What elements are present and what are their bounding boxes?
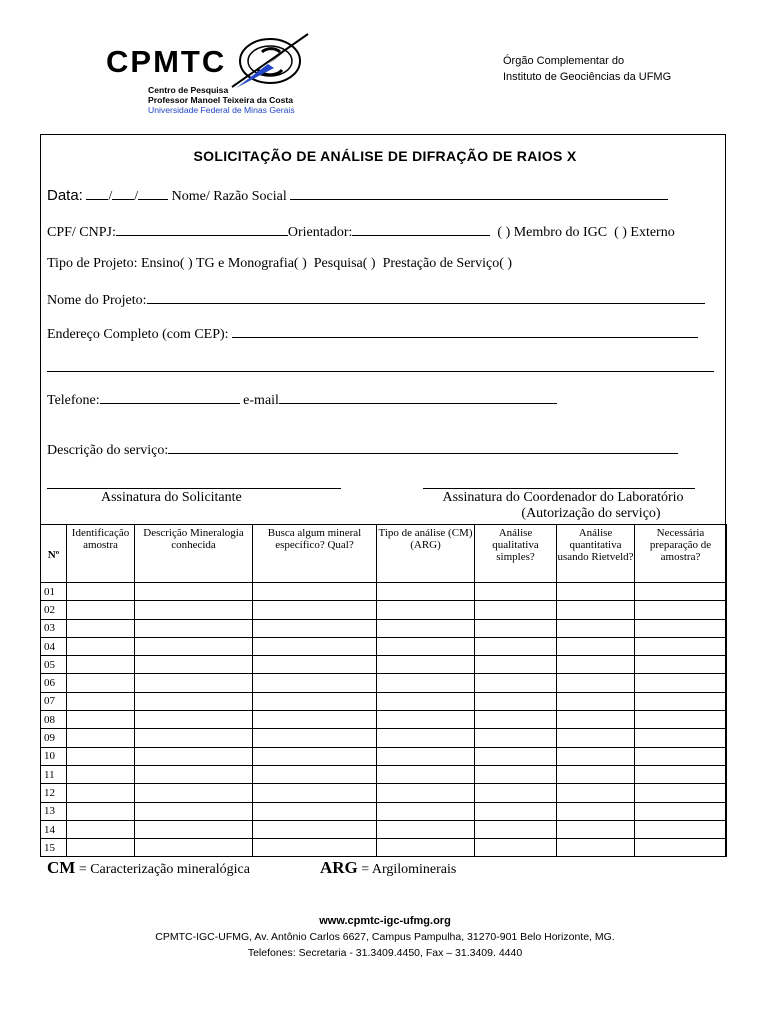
legend-cm-abbr: CM	[47, 858, 76, 877]
table-cell[interactable]	[635, 692, 727, 710]
table-cell[interactable]	[475, 711, 557, 729]
table-cell[interactable]	[557, 619, 635, 637]
table-row	[41, 729, 727, 747]
footer-phones: Telefones: Secretaria - 31.3409.4450, Fax – 31.3409. 4440	[247, 947, 523, 959]
row-number: 05	[41, 656, 67, 674]
compass-emblem-icon	[228, 30, 312, 92]
col-header-identificacao: Identificação amostra	[67, 525, 135, 583]
row-number: 02	[41, 601, 67, 619]
row-number: 15	[41, 839, 67, 857]
table-cell[interactable]	[475, 692, 557, 710]
legend-cm-text: = Caracterização mineralógica	[75, 862, 250, 877]
table-row	[41, 637, 727, 655]
table-cell[interactable]	[377, 637, 475, 655]
table-cell[interactable]	[557, 729, 635, 747]
table-cell[interactable]	[557, 674, 635, 692]
table-cell[interactable]	[377, 711, 475, 729]
row-number: 03	[41, 619, 67, 637]
footer-address: CPMTC-IGC-UFMG, Av. Antônio Carlos 6627, Campus Pampulha, 31270-901 Belo Horizonte, MG.	[155, 931, 615, 943]
table-cell[interactable]	[475, 729, 557, 747]
descricao-label: Descrição do serviço:	[47, 443, 169, 458]
table-cell[interactable]	[253, 601, 377, 619]
table-cell[interactable]	[475, 637, 557, 655]
date-day-field[interactable]	[86, 186, 108, 200]
footer	[0, 913, 770, 961]
row-number: 14	[41, 820, 67, 838]
table-cell[interactable]	[67, 784, 135, 802]
table-cell[interactable]	[475, 656, 557, 674]
table-cell[interactable]	[557, 656, 635, 674]
table-cell[interactable]	[377, 839, 475, 857]
legend-arg-text: = Argilominerais	[357, 862, 457, 877]
table-cell[interactable]	[67, 711, 135, 729]
table-cell[interactable]	[377, 765, 475, 783]
date-year-field[interactable]	[138, 186, 168, 200]
table-cell[interactable]	[67, 692, 135, 710]
telefone-label: Telefone:	[47, 393, 100, 408]
table-cell[interactable]	[475, 765, 557, 783]
table-header-row	[41, 525, 727, 583]
col-header-qualitativa: Análise qualitativa simples?	[475, 525, 557, 583]
table-cell[interactable]	[67, 747, 135, 765]
col-header-quantitativa: Análise quantitativa usando Rietveld?	[557, 525, 635, 583]
table-row	[41, 839, 727, 857]
table-cell[interactable]	[67, 583, 135, 601]
table-cell[interactable]	[67, 802, 135, 820]
table-cell[interactable]	[557, 583, 635, 601]
table-cell[interactable]	[67, 820, 135, 838]
table-cell[interactable]	[135, 802, 253, 820]
table-row	[41, 619, 727, 637]
table-cell[interactable]	[377, 784, 475, 802]
date-slash-2: /	[134, 189, 139, 204]
orientador-label: Orientador:	[287, 225, 353, 240]
table-cell[interactable]	[253, 729, 377, 747]
legend-arg-abbr: ARG	[319, 858, 358, 877]
table-cell[interactable]	[557, 820, 635, 838]
cpf-row	[47, 222, 675, 241]
table-cell[interactable]	[377, 802, 475, 820]
table-cell[interactable]	[253, 784, 377, 802]
table-cell[interactable]	[67, 729, 135, 747]
table-cell[interactable]	[135, 656, 253, 674]
table-cell[interactable]	[557, 601, 635, 619]
table-cell[interactable]	[135, 583, 253, 601]
row-number: 04	[41, 637, 67, 655]
row-number: 06	[41, 674, 67, 692]
org-line-2: Instituto de Geociências da UFMG	[503, 71, 672, 83]
table-cell[interactable]	[635, 583, 727, 601]
logo-wordmark: CPMTC	[106, 44, 227, 79]
table-cell[interactable]	[377, 674, 475, 692]
table-cell[interactable]	[253, 692, 377, 710]
table-cell[interactable]	[557, 637, 635, 655]
table-cell[interactable]	[135, 601, 253, 619]
org-line-1: Órgão Complementar do	[503, 55, 625, 67]
table-cell[interactable]	[253, 747, 377, 765]
col-header-busca: Busca algum mineral específico? Qual?	[253, 525, 377, 583]
table-cell[interactable]	[135, 619, 253, 637]
coordenador-signature-line[interactable]	[423, 488, 695, 489]
table-cell[interactable]	[635, 820, 727, 838]
cpf-label: CPF/ CNPJ:	[47, 225, 116, 240]
logo-subtitle	[148, 85, 295, 115]
endereco-field[interactable]	[232, 324, 698, 338]
date-name-row	[47, 186, 668, 205]
row-number: 11	[41, 765, 67, 783]
table-cell[interactable]	[557, 747, 635, 765]
table-cell[interactable]	[475, 839, 557, 857]
table-cell[interactable]	[635, 711, 727, 729]
table-row	[41, 692, 727, 710]
date-slash-1: /	[108, 189, 113, 204]
table-cell[interactable]	[557, 802, 635, 820]
row-number: 13	[41, 802, 67, 820]
table-cell[interactable]	[557, 692, 635, 710]
orientador-field[interactable]	[352, 222, 490, 236]
membro-option[interactable]: ( ) Membro do IGC	[497, 225, 608, 240]
table-cell[interactable]	[475, 820, 557, 838]
table-row	[41, 674, 727, 692]
footer-website: www.cpmtc-igc-ufmg.org	[319, 915, 451, 927]
table-cell[interactable]	[635, 729, 727, 747]
endereco-label: Endereço Completo (com CEP):	[47, 327, 229, 342]
table-cell[interactable]	[135, 784, 253, 802]
col-header-tipo: Tipo de análise (CM)(ARG)	[377, 525, 475, 583]
table-cell[interactable]	[135, 729, 253, 747]
org-info	[503, 53, 671, 85]
table-cell[interactable]	[635, 747, 727, 765]
externo-option[interactable]: ( ) Externo	[614, 225, 675, 240]
endereco-row	[47, 324, 698, 343]
table-row	[41, 656, 727, 674]
nome-projeto-row	[47, 290, 705, 309]
table-cell[interactable]	[635, 802, 727, 820]
table-cell[interactable]	[377, 692, 475, 710]
row-number: 08	[41, 711, 67, 729]
col-header-preparacao: Necessária preparação de amostra?	[635, 525, 727, 583]
legend	[47, 858, 456, 878]
table-cell[interactable]	[557, 765, 635, 783]
row-number: 01	[41, 583, 67, 601]
table-cell[interactable]	[253, 583, 377, 601]
table-cell[interactable]	[67, 619, 135, 637]
table-cell[interactable]	[253, 619, 377, 637]
table-cell[interactable]	[475, 784, 557, 802]
table-cell[interactable]	[253, 839, 377, 857]
table-cell[interactable]	[253, 711, 377, 729]
table-cell[interactable]	[253, 656, 377, 674]
row-number: 10	[41, 747, 67, 765]
table-cell[interactable]	[475, 583, 557, 601]
nome-label: Nome/ Razão Social	[171, 189, 287, 204]
solicitante-signature-label: Assinatura do Solicitante	[101, 490, 242, 505]
table-cell[interactable]	[135, 637, 253, 655]
table-cell[interactable]	[253, 765, 377, 783]
row-number: 12	[41, 784, 67, 802]
row-number: 07	[41, 692, 67, 710]
table-row	[41, 583, 727, 601]
logo-line-3: Universidade Federal de Minas Gerais	[148, 105, 295, 115]
table-cell[interactable]	[635, 637, 727, 655]
table-cell[interactable]	[635, 839, 727, 857]
endereco-extra-line[interactable]	[47, 371, 714, 372]
table-cell[interactable]	[135, 674, 253, 692]
table-cell[interactable]	[377, 656, 475, 674]
table-cell[interactable]	[135, 839, 253, 857]
logo-line-2: Professor Manoel Teixeira da Costa	[148, 95, 294, 105]
table-row	[41, 784, 727, 802]
table-cell[interactable]	[135, 820, 253, 838]
telefone-field[interactable]	[100, 390, 240, 404]
nome-field[interactable]	[290, 186, 668, 200]
table-row	[41, 711, 727, 729]
table-cell[interactable]	[635, 601, 727, 619]
email-label: e-mail	[243, 393, 279, 408]
table-cell[interactable]	[135, 765, 253, 783]
table-cell[interactable]	[67, 839, 135, 857]
telefone-row	[47, 390, 557, 409]
table-cell[interactable]	[67, 637, 135, 655]
table-cell[interactable]	[135, 747, 253, 765]
table-cell[interactable]	[67, 674, 135, 692]
table-cell[interactable]	[377, 820, 475, 838]
autorizacao-label: (Autorização do serviço)	[521, 506, 661, 521]
col-header-numero: Nº	[41, 525, 67, 583]
email-field[interactable]	[279, 390, 557, 404]
table-cell[interactable]	[635, 674, 727, 692]
table-cell[interactable]	[253, 674, 377, 692]
table-cell[interactable]	[135, 711, 253, 729]
table-cell[interactable]	[377, 747, 475, 765]
table-cell[interactable]	[635, 656, 727, 674]
table-cell[interactable]	[67, 656, 135, 674]
table-row	[41, 820, 727, 838]
table-cell[interactable]	[475, 601, 557, 619]
nome-projeto-label: Nome do Projeto:	[47, 293, 147, 308]
table-cell[interactable]	[557, 784, 635, 802]
table-cell[interactable]	[635, 784, 727, 802]
table-cell[interactable]	[253, 637, 377, 655]
nome-projeto-field[interactable]	[147, 290, 705, 304]
table-cell[interactable]	[135, 692, 253, 710]
table-cell[interactable]	[67, 601, 135, 619]
table-cell[interactable]	[475, 802, 557, 820]
table-cell[interactable]	[377, 601, 475, 619]
table-cell[interactable]	[635, 765, 727, 783]
table-cell[interactable]	[475, 619, 557, 637]
cpf-field[interactable]	[116, 222, 288, 236]
table-cell[interactable]	[557, 711, 635, 729]
table-cell[interactable]	[377, 619, 475, 637]
table-row	[41, 747, 727, 765]
date-label: Data:	[47, 187, 83, 204]
table-row	[41, 802, 727, 820]
solicitante-signature-line[interactable]	[47, 488, 341, 489]
date-month-field[interactable]	[112, 186, 134, 200]
samples-table	[40, 524, 727, 857]
table-cell[interactable]	[557, 839, 635, 857]
descricao-field[interactable]	[168, 440, 678, 454]
table-cell[interactable]	[67, 765, 135, 783]
coordenador-signature-label: Assinatura do Coordenador do Laboratório	[442, 490, 684, 505]
table-row	[41, 765, 727, 783]
col-header-descricao: Descrição Mineralogia conhecida	[135, 525, 253, 583]
table-row	[41, 601, 727, 619]
logo-line-1: Centro de Pesquisa	[148, 85, 229, 95]
table-cell[interactable]	[635, 619, 727, 637]
descricao-row	[47, 440, 678, 459]
table-cell[interactable]	[377, 583, 475, 601]
table-cell[interactable]	[377, 729, 475, 747]
table-cell[interactable]	[253, 820, 377, 838]
row-number: 09	[41, 729, 67, 747]
tipo-projeto-row[interactable]: Tipo de Projeto: Ensino( ) TG e Monografia( ) Pesquisa( ) Prestação de Serviço( )	[47, 256, 513, 271]
form-title: SOLICITAÇÃO DE ANÁLISE DE DIFRAÇÃO DE RAIOS X	[193, 148, 577, 164]
table-cell[interactable]	[475, 674, 557, 692]
table-cell[interactable]	[475, 747, 557, 765]
table-cell[interactable]	[253, 802, 377, 820]
